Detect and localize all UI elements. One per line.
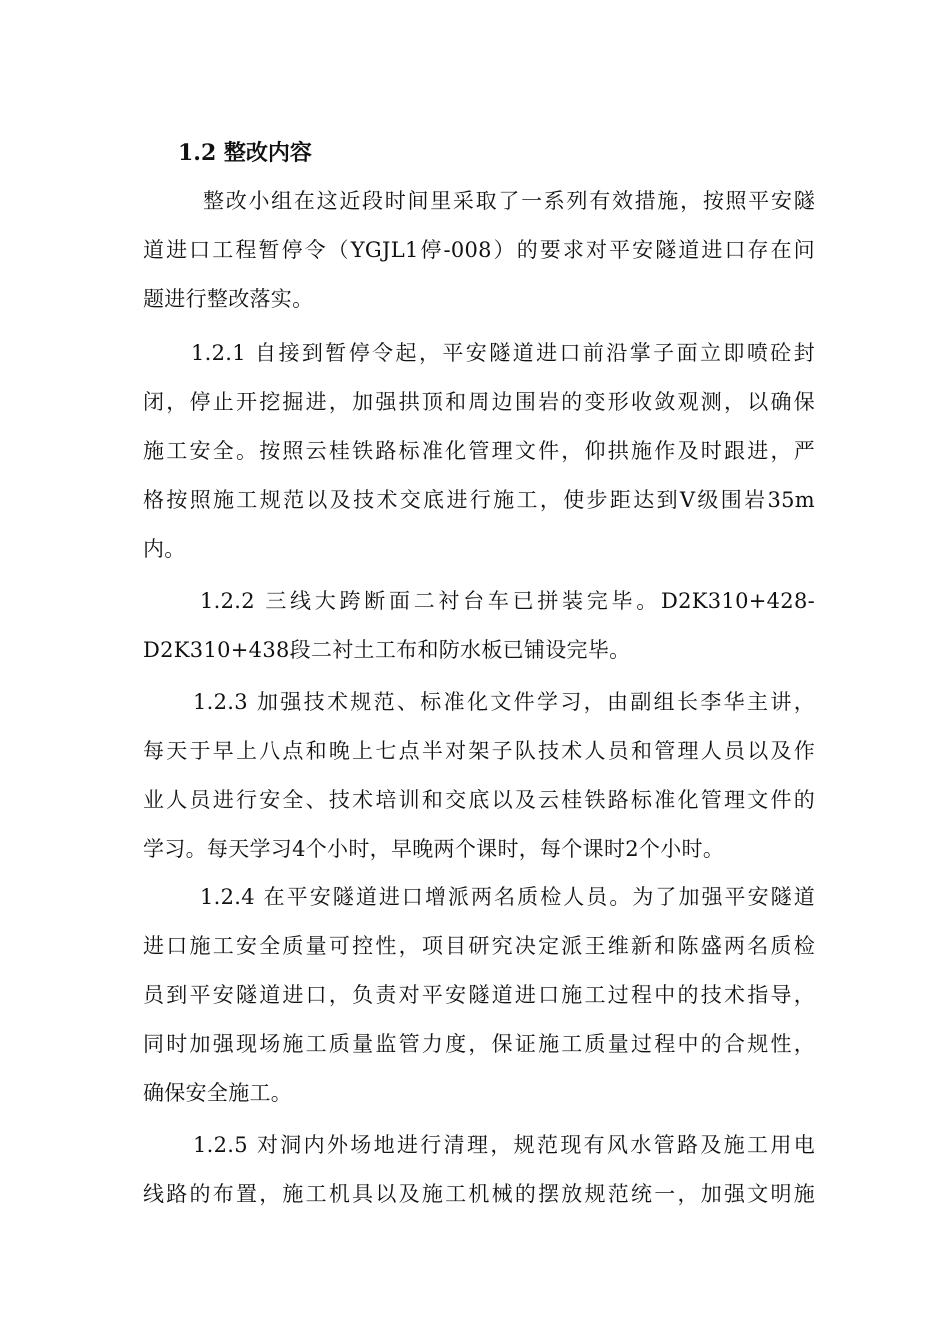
text-line: 闭，停止开挖掘进，加强拱顶和周边围岩的变形收敛观测，以确保	[143, 390, 815, 414]
text-line: 学习。每天学习4个小时，早晚两个课时，每个课时2个小时。	[143, 837, 725, 861]
text-line: D2K310+438段二衬土工布和防水板已铺设完毕。	[143, 638, 631, 662]
paragraph-1-2-5	[143, 1128, 815, 1211]
paragraph-1-2-3	[143, 685, 815, 866]
text-line: 施工安全。按照云桂铁路标准化管理文件，仰拱施作及时跟进，严	[143, 439, 815, 463]
text-line: 整改小组在这近段时间里采取了一系列有效措施，按照平安隧	[203, 189, 815, 213]
text-line: 1.2.3 加强技术规范、标准化文件学习，由副组长李华主讲，	[193, 690, 815, 714]
text-line: 线路的布置，施工机具以及施工机械的摆放规范统一，加强文明施	[143, 1182, 815, 1206]
paragraph-1-2-2	[143, 584, 815, 667]
paragraph-1-2-1	[143, 336, 815, 566]
paragraph-1-2-4	[143, 880, 815, 1110]
text-line: 1.2.5 对洞内外场地进行清理，规范现有风水管路及施工用电	[193, 1133, 815, 1157]
text-line: 格按照施工规范以及技术交底进行施工，使步距达到Ⅴ级围岩35m	[143, 488, 815, 512]
text-line: 业人员进行安全、技术培训和交底以及云桂铁路标准化管理文件的	[143, 788, 815, 812]
text-line: 进口施工安全质量可控性，项目研究决定派王维新和陈盛两名质检	[143, 934, 815, 958]
text-line: 1.2.2 三线大跨断面二衬台车已拼装完毕。D2K310+428-	[200, 589, 815, 613]
text-line: 确保安全施工。	[143, 1081, 293, 1105]
text-line: 每天于早上八点和晚上七点半对架子队技术人员和管理人员以及作	[143, 739, 815, 763]
text-line: 1.2.1 自接到暂停令起，平安隧道进口前沿掌子面立即喷砼封	[191, 341, 815, 365]
text-line: 内。	[143, 537, 186, 561]
text-line: 题进行整改落实。	[143, 287, 314, 311]
text-line: 道进口工程暂停令（YGJL1停-008）的要求对平安隧道进口存在问	[143, 238, 815, 262]
text-line: 同时加强现场施工质量监管力度，保证施工质量过程中的合规性，	[143, 1032, 815, 1056]
text-line: 员到平安隧道进口，负责对平安隧道进口施工过程中的技术指导，	[143, 983, 815, 1007]
paragraph-intro	[143, 184, 815, 316]
text-line: 1.2.4 在平安隧道进口增派两名质检人员。为了加强平安隧道	[200, 885, 815, 909]
section-heading: 1.2 整改内容	[178, 140, 312, 166]
